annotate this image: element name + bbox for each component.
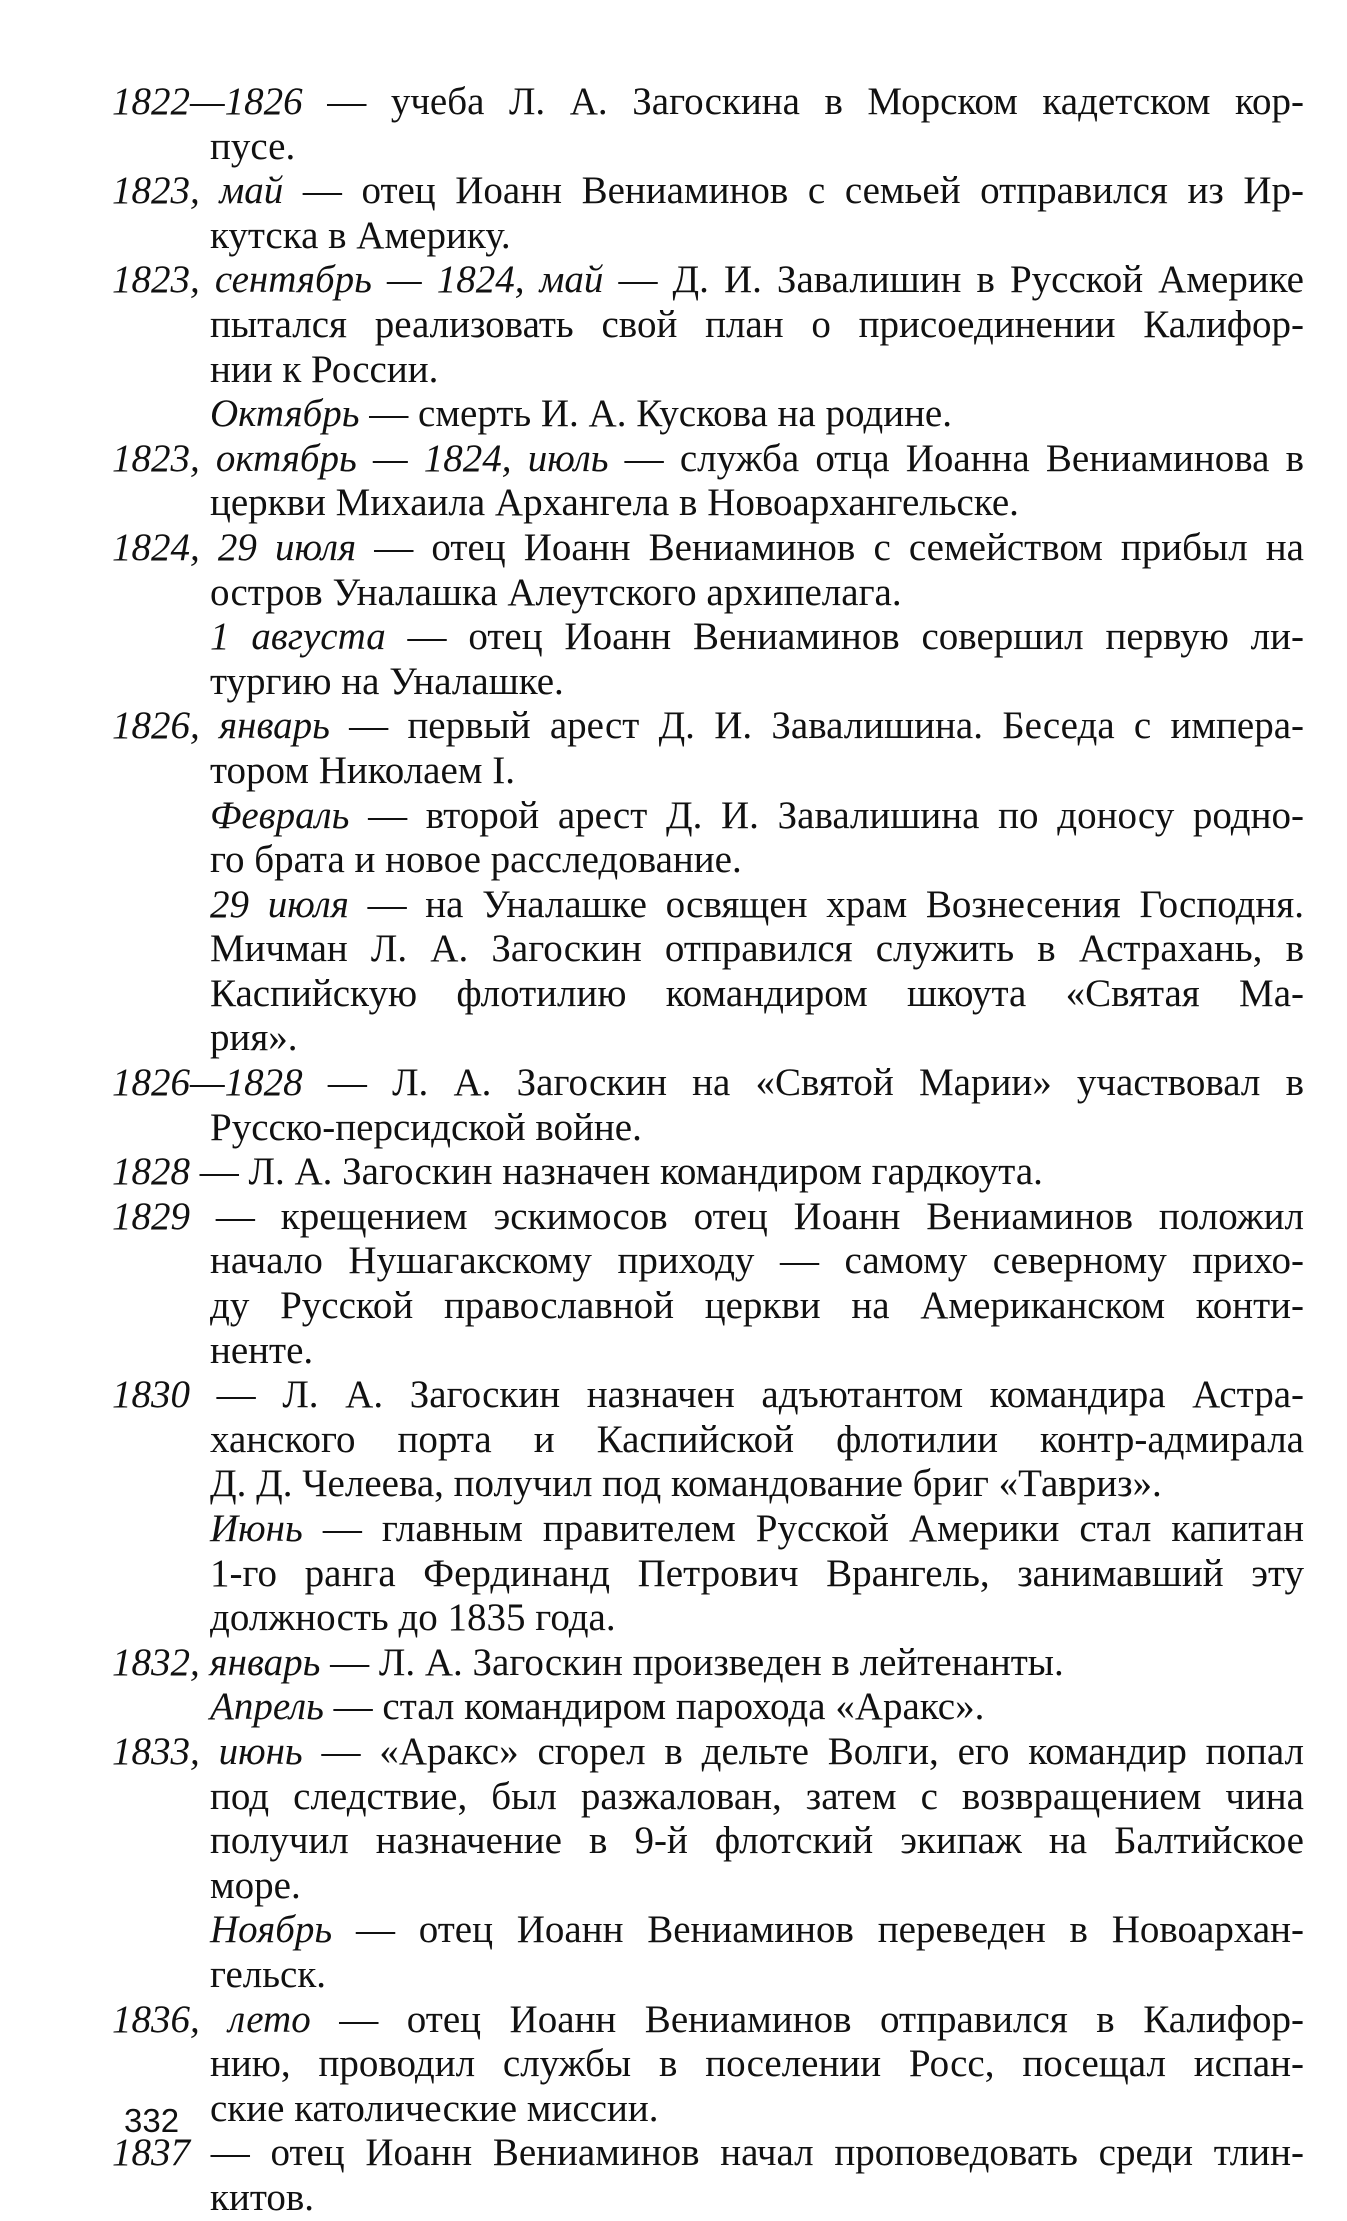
page-number: 332 xyxy=(124,2102,180,2139)
entry-text: церкви Михаила Архангела в Новоархангельске. xyxy=(210,481,1019,525)
entry-text: — смерть И. А. Кускова на родине. xyxy=(359,392,952,436)
chronology-continuation-line xyxy=(112,481,1304,526)
entry-text: ские католические миссии. xyxy=(210,2086,659,2130)
entry-date: 1826, январь xyxy=(112,704,330,748)
chronology-continuation-line xyxy=(112,571,1304,616)
chronology-continuation-line xyxy=(112,1329,1304,1374)
chronology-continuation-line xyxy=(112,927,1304,972)
chronology-entry-line xyxy=(112,1373,1304,1418)
entry-text: получил назначение в 9-й флотский экипаж на Балтийское xyxy=(210,1819,1304,1863)
chronology-continuation-line xyxy=(112,125,1304,170)
entry-date: 1832, январь xyxy=(112,1640,321,1684)
chronology-entry-line xyxy=(112,794,1304,839)
chronology-entry-line xyxy=(112,883,1304,928)
entry-text: Русско-персидской войне. xyxy=(210,1105,642,1149)
entry-text: — учеба Л. А. Загоскина в Морском кадетском кор- xyxy=(302,80,1304,123)
chronology-continuation-line xyxy=(112,1864,1304,1909)
chronology-continuation-line xyxy=(112,1775,1304,1820)
chronology-entry-line xyxy=(112,80,1304,125)
entry-text: — отец Иоанн Вениаминов отправился в Калифор- xyxy=(310,1997,1304,2041)
entry-text: пусе. xyxy=(210,124,296,168)
entry-date: Февраль xyxy=(210,793,350,837)
chronology-continuation-line xyxy=(112,660,1304,705)
entry-date: 1828 xyxy=(112,1150,190,1194)
chronology-continuation-line xyxy=(112,2176,1304,2221)
chronology-continuation-line xyxy=(112,838,1304,883)
entry-text: — отец Иоанн Вениаминов переведен в Новоархан- xyxy=(332,1908,1304,1952)
entry-text: го брата и новое расследование. xyxy=(210,838,742,882)
entry-text: гельск. xyxy=(210,1952,327,1996)
entry-date: Апрель xyxy=(210,1685,324,1729)
chronology-continuation-line xyxy=(112,1462,1304,1507)
entry-text: ду Русской православной церкви на Американском конти- xyxy=(210,1284,1304,1328)
entry-date: 1837 xyxy=(112,2131,190,2175)
chronology-continuation-line xyxy=(112,1284,1304,1329)
entry-text: 1-го ранга Фердинанд Петрович Врангель, занимавший эту xyxy=(210,1551,1304,1595)
entry-date: 1826—1828 xyxy=(112,1061,303,1105)
entry-text: Д. Д. Челеева, получил под командование бриг «Тавриз». xyxy=(210,1462,1162,1506)
entry-text: — отец Иоанн Вениаминов с семьей отправился из Ир- xyxy=(283,169,1304,213)
entry-date: 1830 xyxy=(112,1373,190,1417)
entry-date: 29 июля xyxy=(210,882,349,926)
chronology-continuation-line xyxy=(112,1239,1304,1284)
entry-text: кутска в Америку. xyxy=(210,213,511,257)
entry-text: ненте. xyxy=(210,1328,314,1372)
chronology-continuation-line xyxy=(112,214,1304,259)
entry-text: — Л. А. Загоскин назначен адъютантом командира Астра- xyxy=(190,1373,1304,1417)
entry-text: ханского порта и Каспийской флотилии контр-адмирала xyxy=(210,1417,1304,1461)
chronology-entry-line xyxy=(112,392,1304,437)
entry-text: — стал командиром парохода «Аракс». xyxy=(323,1685,985,1729)
entry-text: — Л. А. Загоскин назначен командиром гардкоута. xyxy=(190,1150,1043,1194)
entry-text: море. xyxy=(210,1863,301,1907)
entry-date: 1 августа xyxy=(210,615,386,659)
entry-date: 1822—1826 xyxy=(112,80,303,123)
entry-text: тором Николаем I. xyxy=(210,748,515,792)
entry-text: — главным правителем Русской Америки стал капитан xyxy=(302,1507,1304,1550)
entry-text: нию, проводил службы в поселении Росс, посещал испан- xyxy=(210,2042,1304,2086)
entry-text: нии к России. xyxy=(210,347,439,391)
entry-text: — отец Иоанн Вениаминов с семейством прибыл на xyxy=(356,525,1304,569)
entry-date: Июнь xyxy=(210,1507,303,1550)
chronology-continuation-line xyxy=(112,2087,1304,2132)
chronology-continuation-line xyxy=(112,1552,1304,1597)
chronology-entry-line xyxy=(112,704,1304,749)
entry-text: — на Уналашке освящен храм Вознесения Господня. xyxy=(348,882,1304,926)
entry-text: рия». xyxy=(210,1016,298,1060)
entry-text: должность до 1835 года. xyxy=(210,1596,616,1640)
chronology-entry-line xyxy=(112,1061,1304,1106)
chronology-continuation-line xyxy=(112,972,1304,1017)
entry-date: 1833, июнь xyxy=(112,1729,303,1773)
entry-text: — служба отца Иоанна Вениаминова в xyxy=(608,436,1304,480)
chronology-continuation-line xyxy=(112,1953,1304,1998)
entry-text: — Л. А. Загоскин на «Святой Марии» участвовал в xyxy=(302,1061,1304,1105)
entry-text: — крещением эскимосов отец Иоанн Вениаминов положил xyxy=(190,1194,1304,1238)
entry-text: — Л. А. Загоскин произведен в лейтенанты. xyxy=(320,1640,1064,1684)
chronology-continuation-line xyxy=(112,749,1304,794)
entry-date: 1836, лето xyxy=(112,1997,311,2041)
chronology-entry-line xyxy=(112,1730,1304,1775)
chronology-continuation-line xyxy=(112,1596,1304,1641)
chronology-entry-line xyxy=(112,437,1304,482)
chronology-continuation-line xyxy=(112,1819,1304,1864)
entry-text: — отец Иоанн Вениаминов совершил первую ли- xyxy=(385,615,1304,659)
entry-date: 1823, май xyxy=(112,169,284,213)
entry-date: 1823, октябрь — 1824, июль xyxy=(112,436,609,480)
chronology-continuation-line xyxy=(112,1106,1304,1151)
entry-text: начало Нушагакскому приходу — самому северному прихо- xyxy=(210,1239,1304,1283)
entry-text: пытался реализовать свой план о присоединении Калифор- xyxy=(210,302,1304,346)
entry-date: 1824, 29 июля xyxy=(112,525,357,569)
entry-text: — первый арест Д. И. Завалишина. Беседа с импера- xyxy=(329,704,1304,748)
chronology-continuation-line xyxy=(112,1016,1304,1061)
chronology-list xyxy=(112,80,1304,2221)
entry-date: Октябрь xyxy=(210,392,360,436)
entry-text: — «Аракс» сгорел в дельте Волги, его командир попал xyxy=(302,1729,1304,1773)
entry-text: — отец Иоанн Вениаминов начал проповедовать среди тлин- xyxy=(190,2131,1304,2175)
entry-text: Каспийскую флотилию командиром шкоута «Святая Ма- xyxy=(210,971,1304,1015)
entry-text: тургию на Уналашке. xyxy=(210,659,564,703)
entry-text: китов. xyxy=(210,2175,315,2219)
chronology-entry-line xyxy=(112,615,1304,660)
chronology-continuation-line xyxy=(112,2042,1304,2087)
entry-date: Ноябрь xyxy=(210,1908,333,1952)
chronology-continuation-line xyxy=(112,348,1304,393)
chronology-continuation-line xyxy=(112,1418,1304,1463)
chronology-entry-line xyxy=(112,2131,1304,2176)
chronology-entry-line xyxy=(112,1507,1304,1552)
entry-text: остров Уналашка Алеутского архипелага. xyxy=(210,570,902,614)
chronology-entry-line xyxy=(112,1195,1304,1240)
entry-text: — Д. И. Завалишин в Русской Америке xyxy=(603,258,1304,302)
chronology-entry-line xyxy=(112,258,1304,303)
chronology-continuation-line xyxy=(112,303,1304,348)
entry-text: Мичман Л. А. Загоскин отправился служить в Астрахань, в xyxy=(210,927,1304,971)
entry-text: — второй арест Д. И. Завалишина по доносу родно- xyxy=(349,793,1304,837)
chronology-entry-line xyxy=(112,1685,1304,1730)
entry-date: 1823, сентябрь — 1824, май xyxy=(112,258,604,302)
entry-date: 1829 xyxy=(112,1194,190,1238)
chronology-entry-line xyxy=(112,1641,1304,1686)
chronology-entry-line xyxy=(112,169,1304,214)
entry-text: под следствие, был разжалован, затем с возвращением чина xyxy=(210,1774,1304,1818)
chronology-entry-line xyxy=(112,1908,1304,1953)
chronology-entry-line xyxy=(112,1998,1304,2043)
chronology-entry-line xyxy=(112,526,1304,571)
chronology-entry-line xyxy=(112,1150,1304,1195)
